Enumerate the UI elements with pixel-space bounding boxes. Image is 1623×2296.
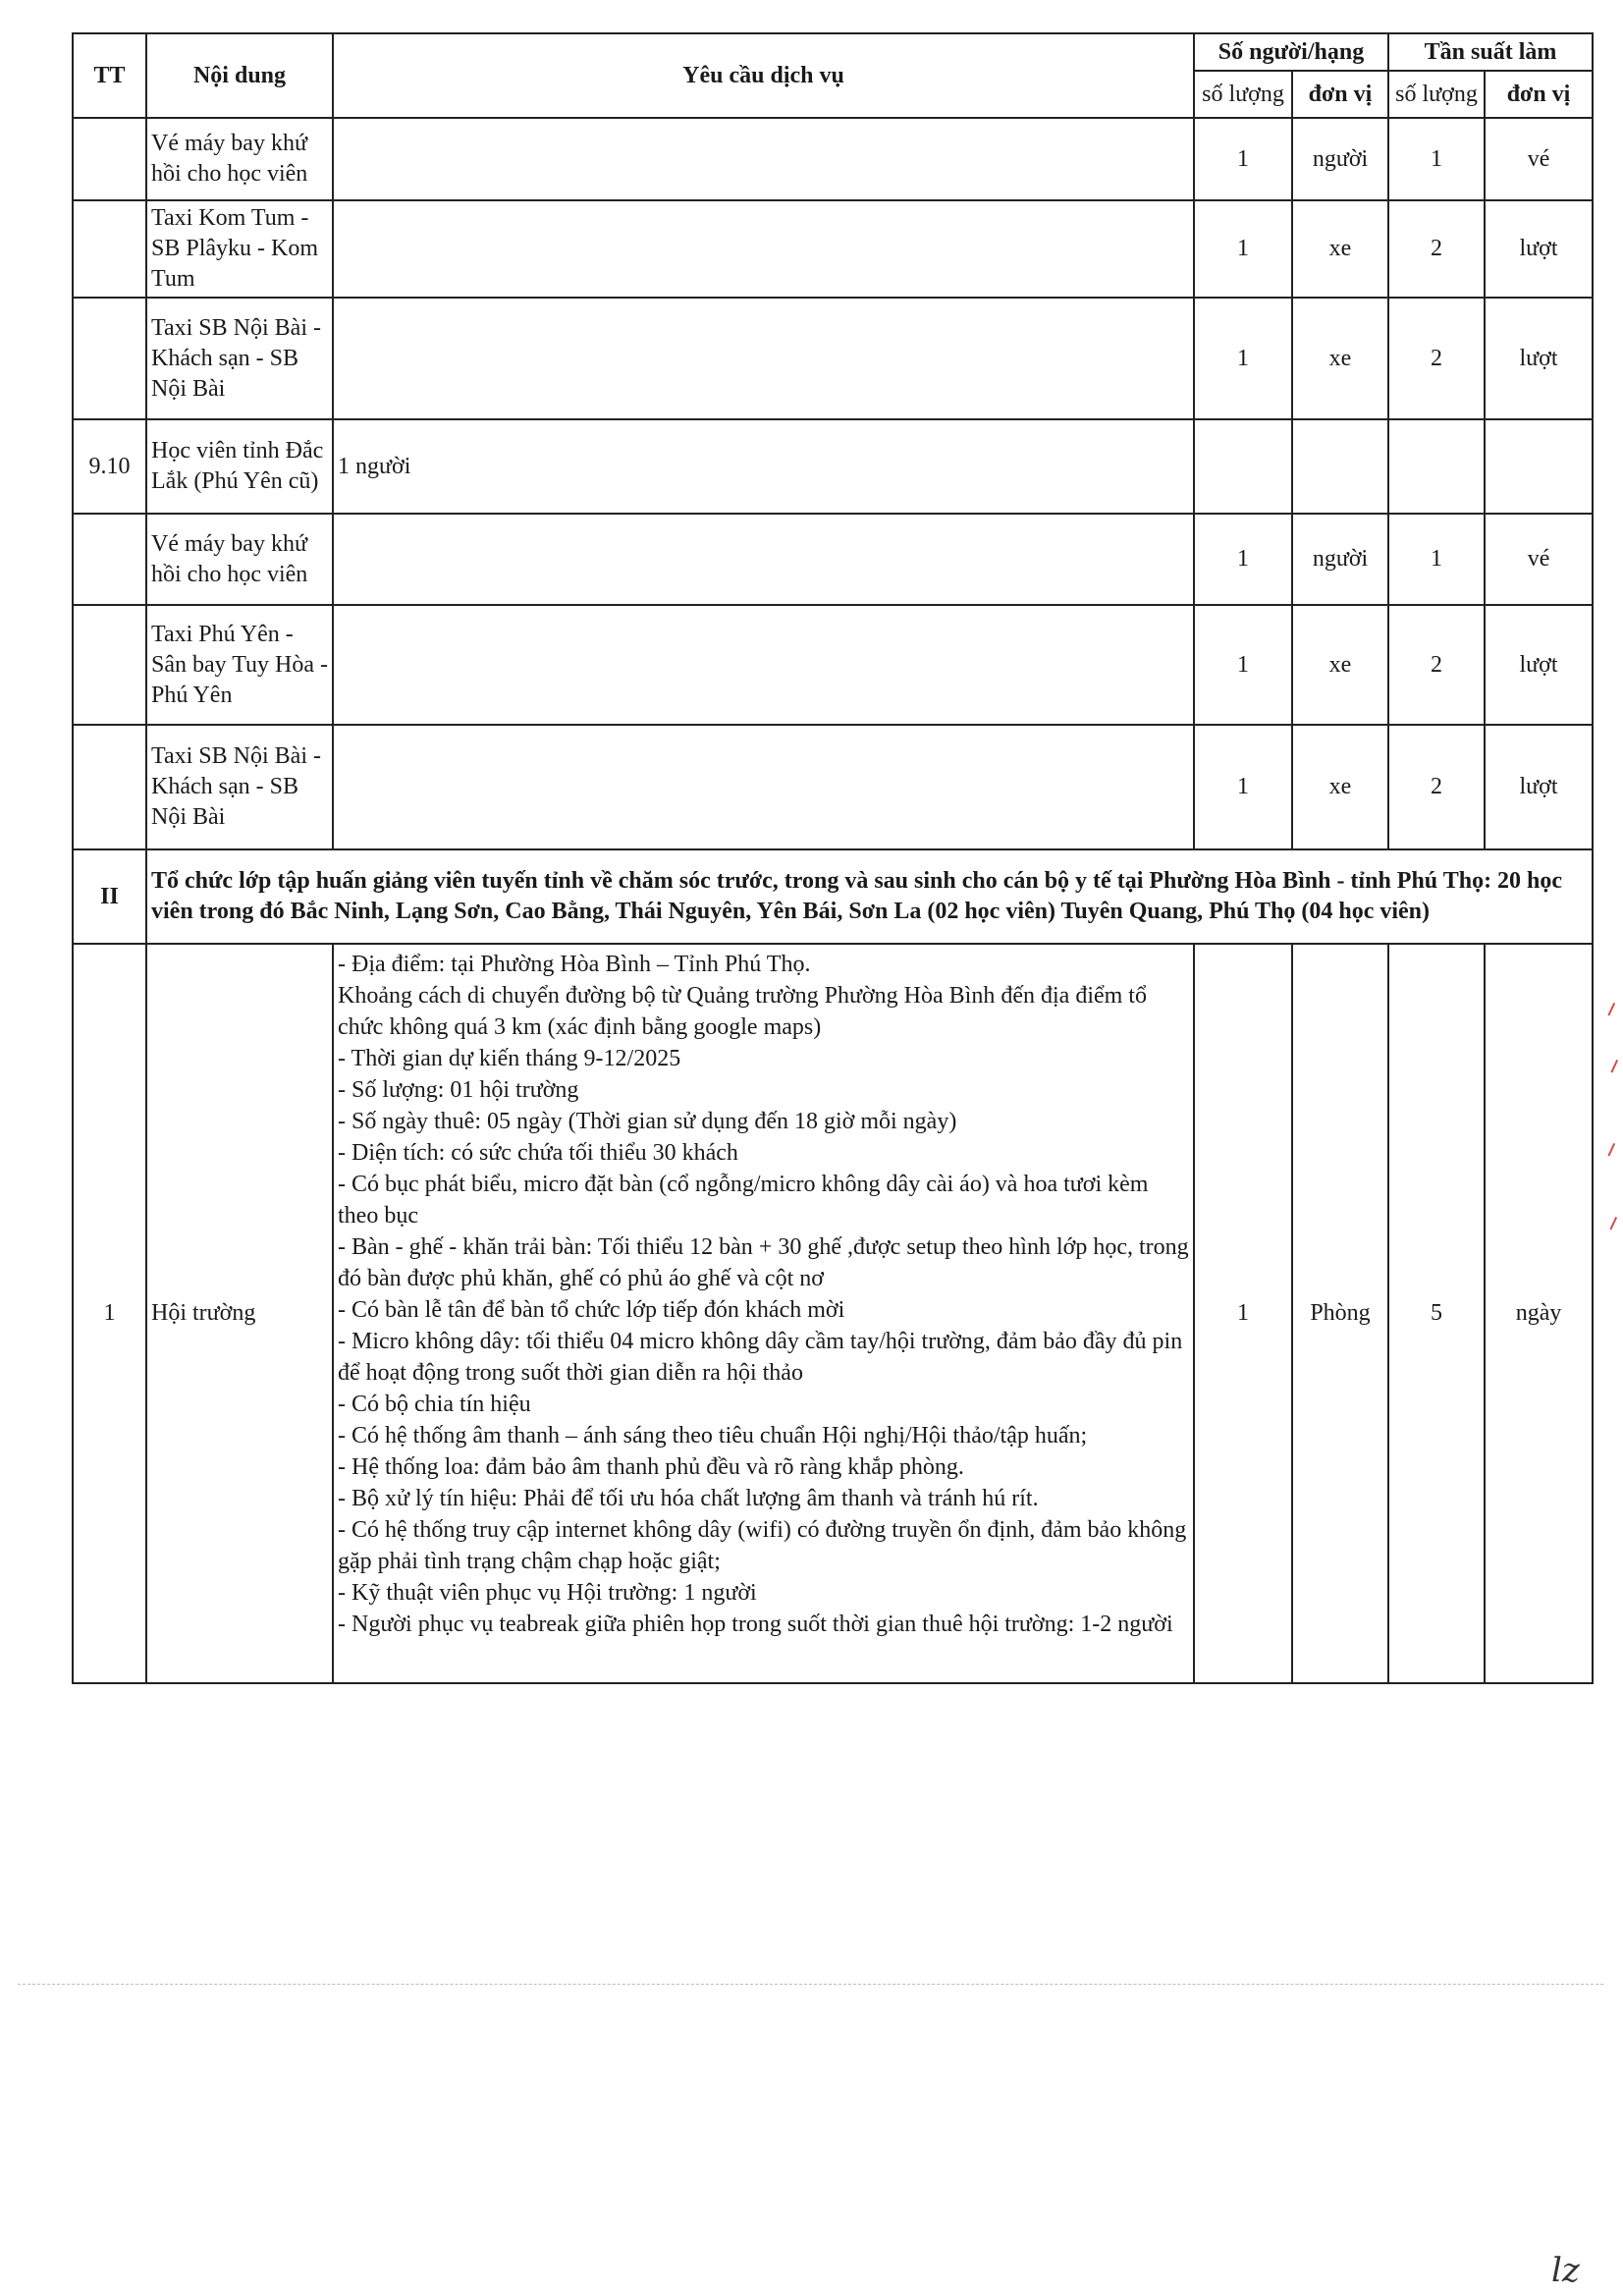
row-yeu-cau [333, 514, 1194, 605]
row-don-vi-2: lượt [1485, 298, 1593, 419]
row-so-luong-2: 1 [1388, 514, 1485, 605]
requirement-line: - Số lượng: 01 hội trường [338, 1077, 579, 1103]
requirement-line: - Kỹ thuật viên phục vụ Hội trường: 1 người [338, 1580, 757, 1606]
requirement-line: - Diện tích: có sức chứa tối thiểu 30 khách [338, 1140, 738, 1166]
row-so-luong-2 [1388, 419, 1485, 514]
requirement-line: - Thời gian dự kiến tháng 9-12/2025 [338, 1046, 681, 1071]
requirement-line: Khoảng cách di chuyển đường bộ từ Quảng trường Phường Hòa Bình đến địa điểm tổ chức không quá 3 km (xác định bằng google maps) [338, 983, 1147, 1040]
row-so-luong-1: 1 [1194, 200, 1292, 298]
col-header-tt: TT [73, 33, 146, 118]
row-noi-dung: Vé máy bay khứ hồi cho học viên [146, 514, 333, 605]
col-header-so-luong-2: số lượng [1388, 71, 1485, 118]
requirement-line: - Có bàn lễ tân để bàn tổ chức lớp tiếp đón khách mời [338, 1297, 845, 1323]
col-header-don-vi-1: đơn vị [1292, 71, 1388, 118]
section-tt: II [73, 849, 146, 944]
row-so-luong-1: 1 [1194, 605, 1292, 725]
requirement-line: - Bàn - ghế - khăn trải bàn: Tối thiểu 12 bàn + 30 ghế ,được setup theo hình lớp học, trong đó bàn được phủ khăn, ghế có phủ áo ghế và cột nơ [338, 1234, 1189, 1291]
row-noi-dung: Taxi Kom Tum - SB Plâyku - Kom Tum [146, 200, 333, 298]
row-don-vi-1: xe [1292, 298, 1388, 419]
row-so-luong-1: 1 [1194, 514, 1292, 605]
row-noi-dung: Vé máy bay khứ hồi cho học viên [146, 118, 333, 200]
requirement-line: - Có hệ thống âm thanh – ánh sáng theo tiêu chuẩn Hội nghị/Hội thảo/tập huấn; [338, 1423, 1088, 1449]
hall-tt: 1 [73, 944, 146, 1683]
row-don-vi-2: vé [1485, 118, 1593, 200]
row-so-luong-1: 1 [1194, 298, 1292, 419]
row-don-vi-1: xe [1292, 725, 1388, 849]
row-yeu-cau [333, 725, 1194, 849]
row-don-vi-2 [1485, 419, 1593, 514]
table-row [73, 419, 1593, 514]
requirement-line: - Số ngày thuê: 05 ngày (Thời gian sử dụng đến 18 giờ mỗi ngày) [338, 1109, 957, 1134]
initial-signature: lz [1551, 2251, 1580, 2290]
row-noi-dung: Học viên tỉnh Đắc Lắk (Phú Yên cũ) [146, 419, 333, 514]
hall-don-vi-1: Phòng [1292, 944, 1388, 1683]
page-divider [18, 1984, 1603, 1985]
table-row [73, 118, 1593, 200]
section-row [73, 849, 1593, 944]
row-so-luong-2: 1 [1388, 118, 1485, 200]
row-don-vi-2: lượt [1485, 725, 1593, 849]
table-row [73, 514, 1593, 605]
row-so-luong-2: 2 [1388, 605, 1485, 725]
row-yeu-cau [333, 298, 1194, 419]
row-don-vi-1: xe [1292, 605, 1388, 725]
row-noi-dung: Taxi Phú Yên - Sân bay Tuy Hòa - Phú Yên [146, 605, 333, 725]
requirement-line: - Micro không dây: tối thiểu 04 micro không dây cầm tay/hội trường, đảm bảo đầy đủ pin để hoạt động trong suốt thời gian diễn ra hội thảo [338, 1329, 1183, 1386]
row-tt [73, 725, 146, 849]
requirement-line: - Có hệ thống truy cập internet không dây (wifi) có đường truyền ổn định, đảm bảo không gặp phải tình trạng chậm chạp hoặc giật; [338, 1517, 1187, 1574]
row-don-vi-1 [1292, 419, 1388, 514]
margin-mark [1607, 1003, 1620, 1018]
row-don-vi-2: vé [1485, 514, 1593, 605]
requirement-line: - Địa điểm: tại Phường Hòa Bình – Tỉnh Phú Thọ. [338, 952, 811, 977]
row-so-luong-2: 2 [1388, 200, 1485, 298]
margin-mark [1610, 1060, 1623, 1075]
col-header-tan-suat: Tần suất làm [1388, 33, 1593, 71]
margin-mark [1609, 1217, 1622, 1232]
col-header-noi-dung: Nội dung [146, 33, 333, 118]
row-don-vi-1: xe [1292, 200, 1388, 298]
requirement-line: - Hệ thống loa: đảm bảo âm thanh phủ đều và rõ ràng khắp phòng. [338, 1454, 964, 1480]
table-row [73, 725, 1593, 849]
col-header-so-luong-1: số lượng [1194, 71, 1292, 118]
row-tt [73, 514, 146, 605]
table-row [73, 298, 1593, 419]
hall-don-vi-2: ngày [1485, 944, 1593, 1683]
hall-so-luong-1: 1 [1194, 944, 1292, 1683]
row-don-vi-1: người [1292, 514, 1388, 605]
row-yeu-cau [333, 200, 1194, 298]
row-don-vi-2: lượt [1485, 200, 1593, 298]
row-tt: 9.10 [73, 419, 146, 514]
requirement-line: - Có bục phát biểu, micro đặt bàn (cổ ngỗng/micro không dây cài áo) và hoa tươi kèm theo bục [338, 1172, 1149, 1229]
hall-requirements [333, 944, 1194, 1683]
row-so-luong-2: 2 [1388, 725, 1485, 849]
row-so-luong-1: 1 [1194, 725, 1292, 849]
hall-row [73, 944, 1593, 1683]
row-yeu-cau: 1 người [333, 419, 1194, 514]
row-so-luong-1 [1194, 419, 1292, 514]
row-tt [73, 200, 146, 298]
row-noi-dung: Taxi SB Nội Bài - Khách sạn - SB Nội Bài [146, 725, 333, 849]
row-tt [73, 605, 146, 725]
section-title: Tổ chức lớp tập huấn giảng viên tuyến tỉnh về chăm sóc trước, trong và sau sinh cho cán bộ y tế tại Phường Hòa Bình - tỉnh Phú Thọ: 20 học viên trong đó Bắc Ninh, Lạng Sơn, Cao Bằng, Thái Nguyên, Yên Bái, Sơn La (02 học viên) Tuyên Quang, Phú Thọ (04 học viên) [146, 849, 1593, 944]
hall-so-luong-2: 5 [1388, 944, 1485, 1683]
service-table [72, 32, 1594, 1684]
col-header-so-nguoi-hang: Số người/hạng [1194, 33, 1388, 71]
row-yeu-cau [333, 118, 1194, 200]
row-yeu-cau [333, 605, 1194, 725]
row-don-vi-2: lượt [1485, 605, 1593, 725]
table-row [73, 605, 1593, 725]
row-so-luong-2: 2 [1388, 298, 1485, 419]
row-so-luong-1: 1 [1194, 118, 1292, 200]
col-header-yeu-cau: Yêu cầu dịch vụ [333, 33, 1194, 118]
requirement-line: - Người phục vụ teabreak giữa phiên họp trong suốt thời gian thuê hội trường: 1-2 người [338, 1612, 1173, 1637]
row-tt [73, 298, 146, 419]
row-tt [73, 118, 146, 200]
hall-noi-dung: Hội trường [146, 944, 333, 1683]
requirement-line: - Bộ xử lý tín hiệu: Phải để tối ưu hóa chất lượng âm thanh và tránh hú rít. [338, 1486, 1039, 1511]
row-noi-dung: Taxi SB Nội Bài - Khách sạn - SB Nội Bài [146, 298, 333, 419]
requirement-line: - Có bộ chia tín hiệu [338, 1392, 531, 1417]
col-header-don-vi-2: đơn vị [1485, 71, 1593, 118]
table-row [73, 200, 1593, 298]
margin-mark [1607, 1143, 1620, 1159]
row-don-vi-1: người [1292, 118, 1388, 200]
